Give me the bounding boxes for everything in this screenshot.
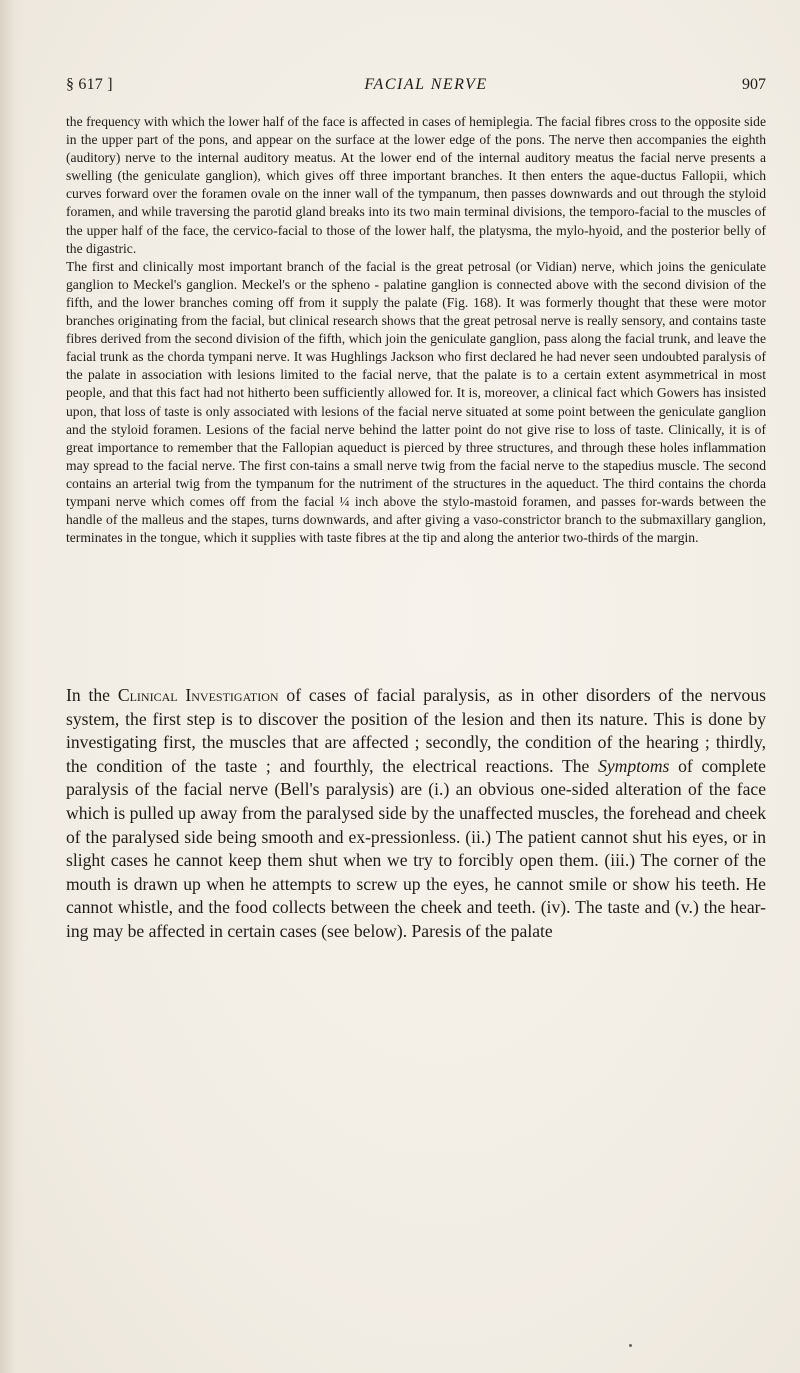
- term-symptoms: Symptoms: [598, 755, 670, 776]
- paragraph-clinical-investigation: [66, 684, 766, 944]
- body-text-part-2: of complete paralysis of the facial nerve (Bell's paralysis) are (i.) an obvious one-sided alteration of the face which is pulled up away from the paralysed side by the unaffected muscles, the forehead and cheek of the paralysed side being smooth and ex-pressionless. (ii.) The patient cannot shut his eyes, or in slight cases he cannot keep them shut when we try to forcibly open them. (iii.) The corner of the mouth is drawn up when he attempts to screw up the eyes, he cannot smile or show his teeth. He cannot whistle, and the food collects between the cheek and teeth. (iv). The taste and (v.) the hear-ing may be affected in certain cases (see below). Paresis of the palate: [66, 755, 766, 941]
- paragraph-great-petrosal: The first and clinically most important branch of the facial is the great petrosal (or Vidian) nerve, which joins the geniculate ganglion to Meckel's ganglion. Meckel's or the spheno - palatine ganglion is connected above with the second division of the fifth, and the lower branches coming off from it supply the palate (Fig. 168). It was formerly thought that these were motor branches originating from the facial, but clinical research shows that the great petrosal nerve is really sensory, and contains taste fibres derived from the second division of the fifth, which join the geniculate ganglion, pass along the facial trunk, and leave the facial trunk as the chorda tympani nerve. It was Hughlings Jackson who first declared he had never seen undoubted paralysis of the palate in association with lesions limited to the facial nerve, that the palate is to a certain extent asymmetrical in most people, and that this fact had not hitherto been sufficiently allowed for. It is, moreover, a clinical fact which Gowers has insisted upon, that loss of taste is only associated with lesions of the facial nerve situated at some point between the geniculate ganglion and the styloid foramen. Lesions of the facial nerve behind the latter point do not give rise to loss of taste. Clinically, it is of great importance to remember that the Fallopian aqueduct is pierced by three structures, and through these holes inflammation may spread to the facial nerve. The first con-tains a small nerve twig from the facial nerve to the stapedius muscle. The second contains an arterial twig from the tympanum for the nutriment of the structures in the aqueduct. The third contains the chorda tympani nerve which comes off from the facial ¼ inch above the stylo-mastoid foramen, and passes for-wards between the handle of the malleus and the stapes, turns downwards, and after giving a vaso-constrictor branch to the submaxillary ganglion, terminates in the tongue, which it supplies with taste fibres at the tip and along the anterior two-thirds of the margin.: [66, 258, 766, 546]
- small-print-body: [66, 113, 766, 547]
- body-text-part-1: of cases of facial paralysis, as in other disorders of the nervous system, the first step is to discover the position of the lesion and then its nature. This is done by investigating first, the muscles that are affected ; secondly, the condition of the hearing ; thirdly, the condition of the taste ; and fourthly, the electrical reactions. The: [66, 685, 766, 776]
- heading-clinical-investigation: Clinical Investigation: [117, 685, 279, 705]
- running-head: [66, 76, 766, 100]
- main-print-body: [66, 684, 766, 944]
- section-number: § 617 ]: [66, 76, 113, 93]
- page-running-title: FACIAL NERVE: [364, 76, 488, 93]
- lead-text: In the: [66, 685, 118, 705]
- gutter-shadow: [0, 0, 26, 1373]
- paragraph-facial-course: the frequency with which the lower half of the face is affected in cases of hemiplegia. The facial fibres cross to the opposite side in the upper part of the pons, and appear on the surface at the lower edge of the pons. The nerve then accompanies the eighth (auditory) nerve to the internal auditory meatus. At the lower end of the internal auditory meatus the facial nerve presents a swelling (the geniculate ganglion), which gives off three important branches. It then enters the aque-ductus Fallopii, which curves forward over the foramen ovale on the inner wall of the tympanum, then passes downwards and out through the styloid foramen, and while traversing the parotid gland breaks into its two main terminal divisions, the temporo-facial to the muscles of the upper half of the face, the cervico-facial to those of the lower half, the platysma, the mylo-hyoid, and the posterior belly of the digastric.: [66, 114, 766, 256]
- paper-speck: [629, 1344, 632, 1347]
- page-number: 907: [742, 76, 766, 93]
